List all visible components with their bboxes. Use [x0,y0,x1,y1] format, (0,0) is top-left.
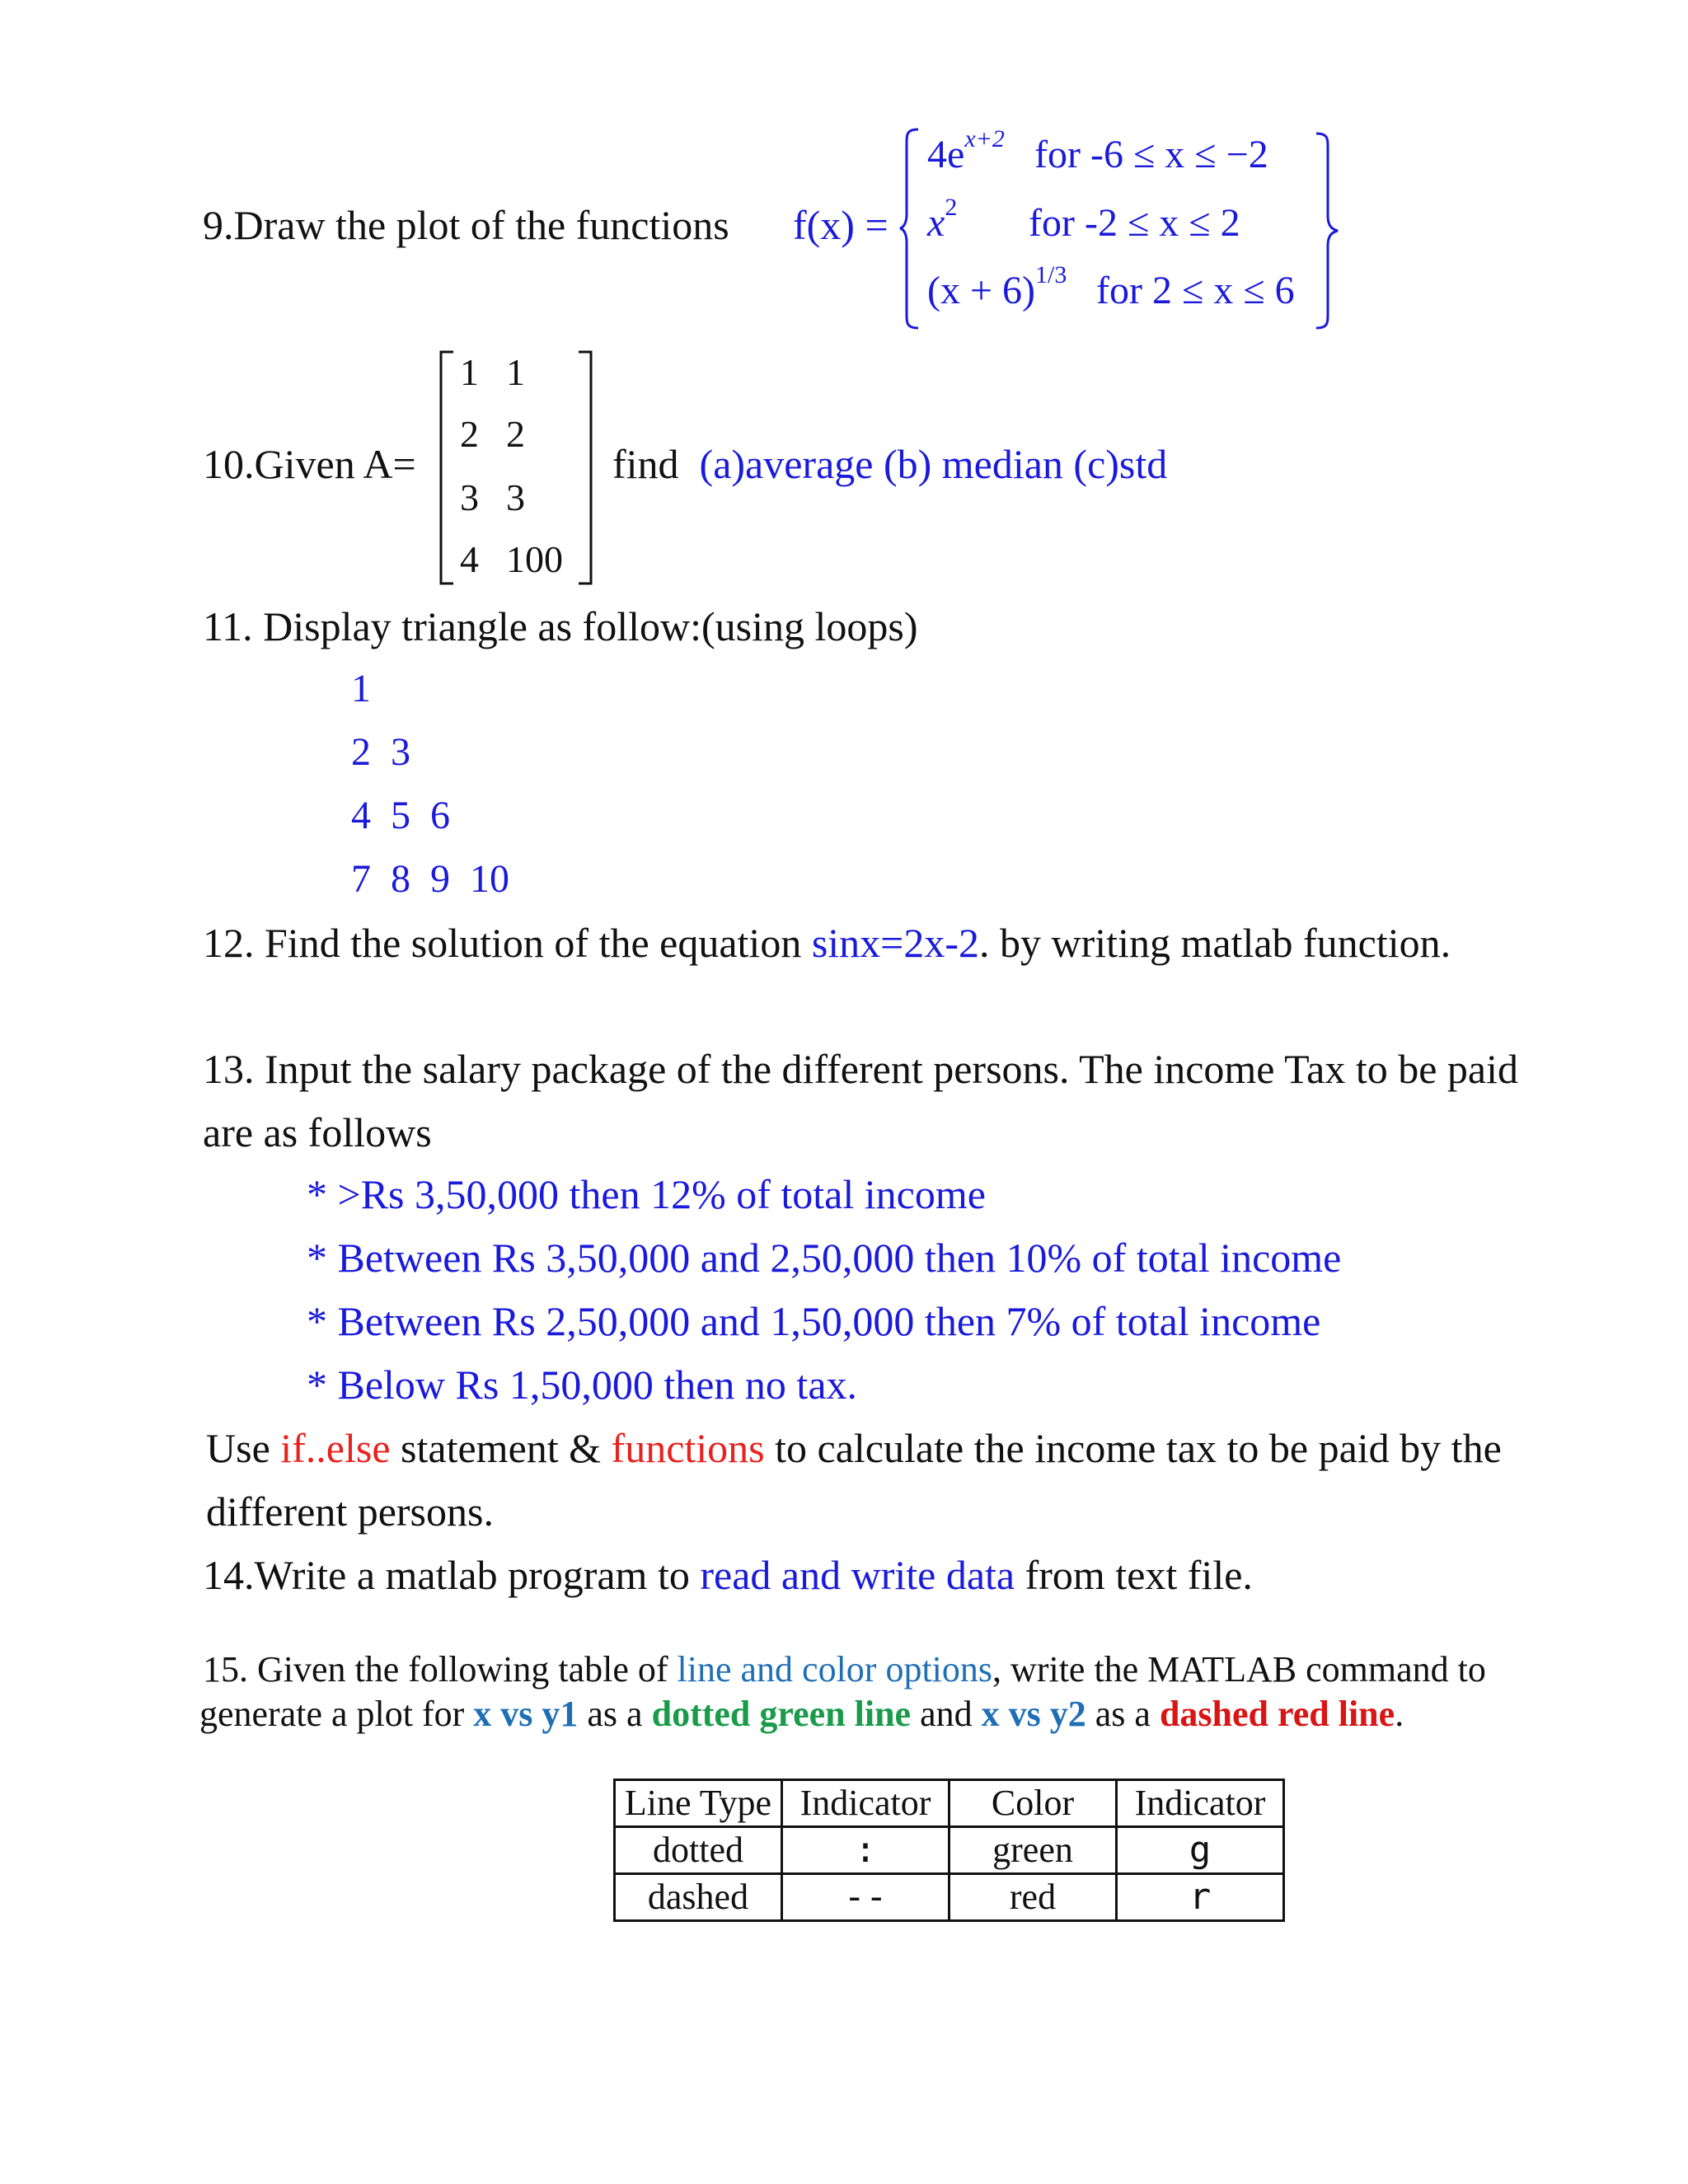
q15-options-highlight: line and color options [677,1649,993,1690]
piece-1-expression: $4e^{x+2}$ [927,125,1005,176]
piece-3-condition: for 2 ≤ x ≤ 6 [1096,269,1295,312]
q10-find-text: find (a)average (b) median (c)std [612,441,1168,487]
q10-find-items: (a)average (b) median (c)std [699,441,1168,487]
piece-2-expression: $x^2$ [927,194,958,245]
q9-label: 9.Draw the plot of the functions [203,202,729,248]
left-brace-icon [898,128,920,330]
piece-3-expression: $(x + 6)^{1/3}$ [927,261,1067,312]
table-cell: dotted [615,1827,782,1874]
q15-text-line1: 15. Given the following table of line and color options, write the MATLAB command to [203,1649,1486,1690]
triangle-row: 1 [351,667,371,710]
header-line-type: Line Type [615,1780,782,1827]
header-indicator: Indicator [782,1780,950,1827]
tax-bullet: * Below Rs 1,50,000 then no tax. [307,1361,858,1408]
matrix-row: 3 3 [460,476,525,518]
q14-highlight: read and write data [700,1552,1015,1598]
matrix-right-bracket-icon [577,350,593,585]
q13-text-line1: 13. Input the salary package of the different persons. The income Tax to be paid [203,1046,1518,1092]
q13-text-line2: are as follows [203,1109,432,1155]
q12-text: 12. Find the solution of the equation sinx=2x-2. by writing matlab function. [203,920,1451,966]
q13-ifelse-keyword: if..else [280,1425,391,1471]
table-cell: red [950,1874,1117,1921]
q10-label: 10.Given A= [203,441,416,487]
table-cell: r [1117,1874,1284,1921]
q13-use-text: Use if..else statement & functions to calculate the income tax to be paid by the [206,1425,1502,1471]
header-indicator: Indicator [1117,1780,1284,1827]
matrix-left-bracket-icon [438,350,455,585]
tax-bullet: * Between Rs 2,50,000 and 1,50,000 then 7% of total income [307,1298,1321,1344]
table-cell: green [950,1827,1117,1874]
q15-text-line2: generate a plot for x vs y1 as a dotted green line and x vs y2 as a dashed red line. [199,1694,1404,1734]
q11-text: 11. Display triangle as follow:(using loops) [203,603,918,649]
triangle-row: 4 5 6 [351,794,450,837]
header-color: Color [950,1780,1117,1827]
table-row [615,1827,1284,1874]
piece-1-condition: for -6 ≤ x ≤ −2 [1034,133,1268,176]
table-row [615,1874,1284,1921]
q15-dotted-green-line: dotted green line [651,1694,912,1734]
q15-x-vs-y2: x vs y2 [981,1694,1086,1734]
q13-use-text-line2: different persons. [206,1488,494,1535]
q12-equation: sinx=2x-2 [811,920,980,966]
table-cell: : [782,1827,950,1874]
table-cell: dashed [615,1874,782,1921]
matrix-row: 1 1 [460,351,525,393]
q14-text: 14.Write a matlab program to read and write data from text file. [203,1552,1253,1598]
matrix-row: 2 2 [460,413,525,455]
table-cell: g [1117,1827,1284,1874]
triangle-row: 7 8 9 10 [351,857,509,901]
piece-2-condition: for -2 ≤ x ≤ 2 [1029,201,1240,245]
table-cell: -- [782,1874,950,1921]
table-header-row [615,1780,1284,1827]
q15-x-vs-y1: x vs y1 [473,1694,579,1734]
right-brace-icon [1315,132,1339,330]
tax-bullet: * Between Rs 3,50,000 and 2,50,000 then 10% of total income [307,1235,1342,1281]
q15-dashed-red-line: dashed red line [1159,1694,1395,1734]
q13-functions-keyword: functions [611,1425,765,1471]
q9-function-name: f(x) = [793,202,889,248]
matrix-row: 4 100 [460,538,563,580]
line-color-options-table [613,1779,1285,1922]
triangle-row: 2 3 [351,730,410,774]
tax-bullet: * >Rs 3,50,000 then 12% of total income [307,1171,986,1217]
